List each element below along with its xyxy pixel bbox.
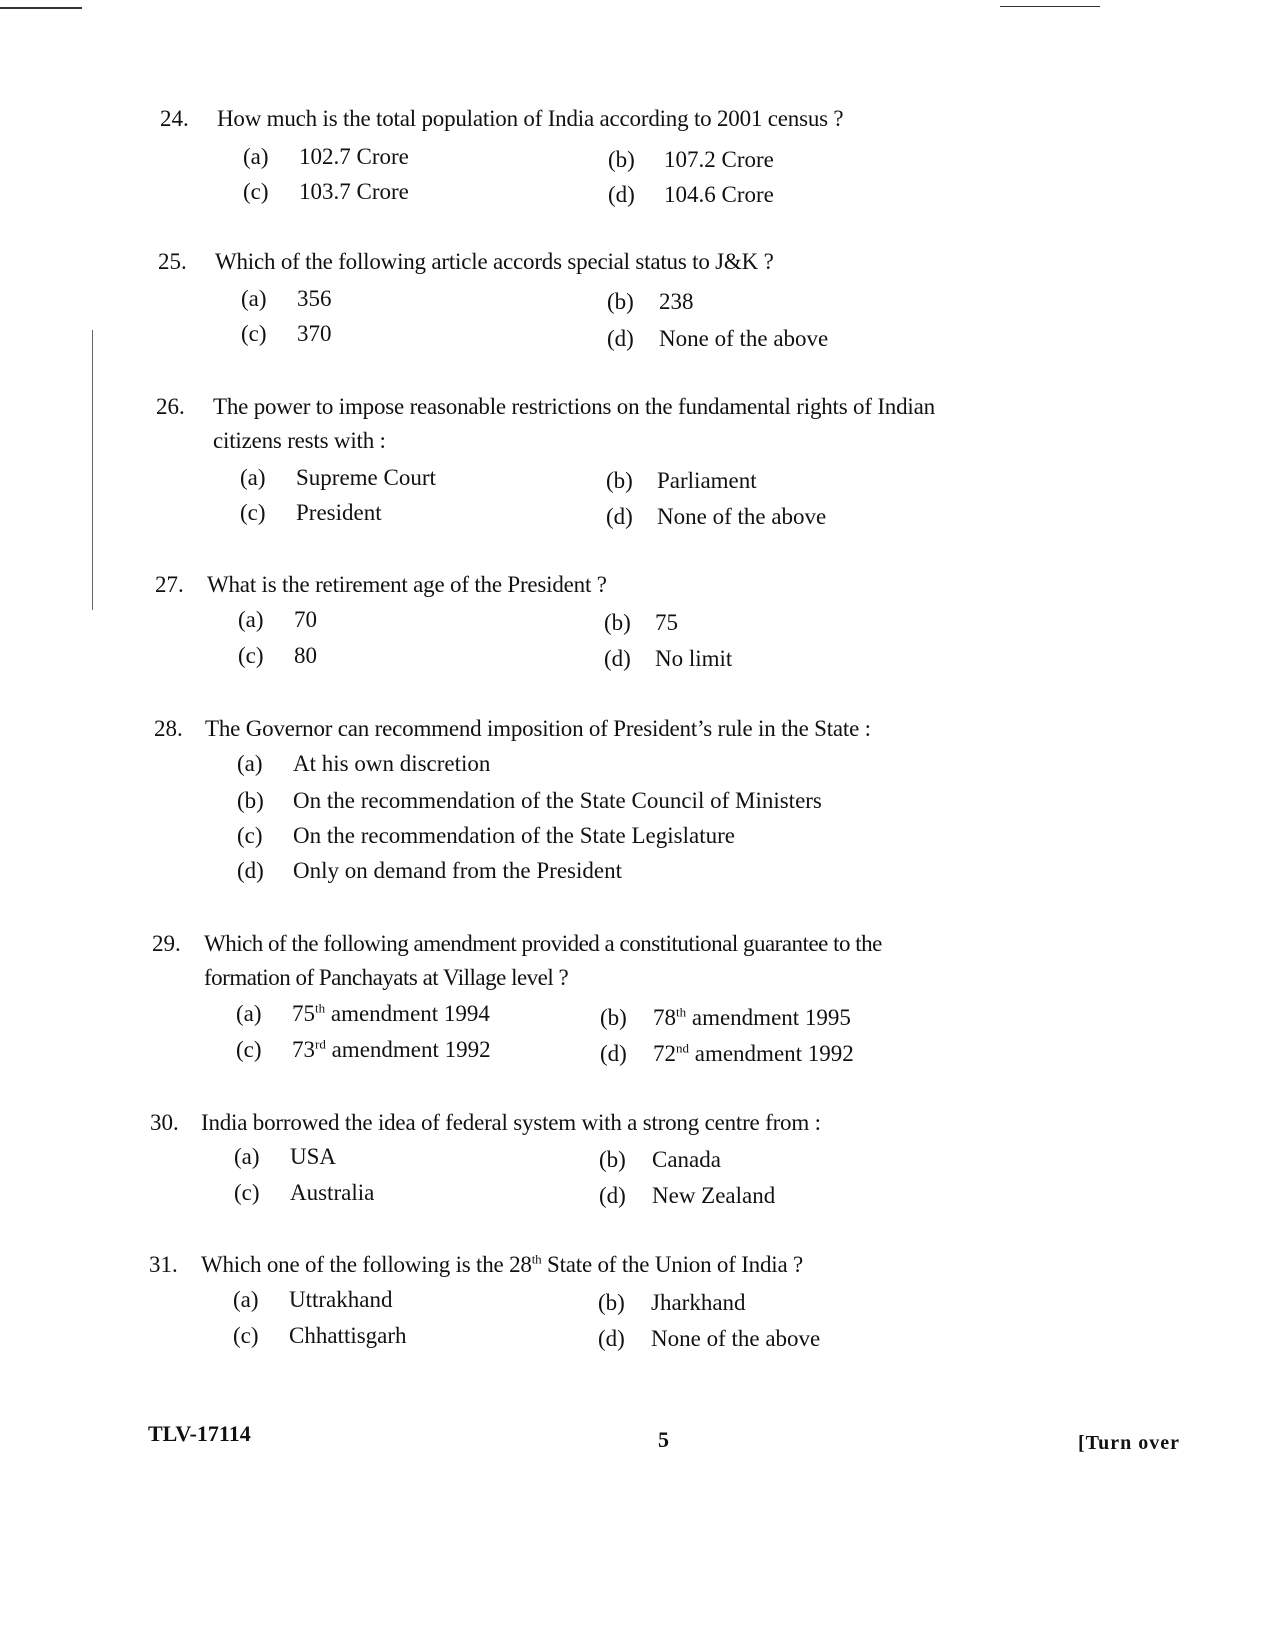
- question-number: 28.: [154, 716, 183, 741]
- option-31-a: [233, 1283, 392, 1317]
- option-text: Chhattisgarh: [289, 1323, 407, 1348]
- option-text: Australia: [290, 1180, 375, 1205]
- option-text: Supreme Court: [296, 465, 436, 490]
- option-text: 70: [294, 607, 317, 632]
- option-31-d: [598, 1322, 820, 1356]
- option-31-c: [233, 1319, 407, 1353]
- question-number: 31.: [149, 1252, 178, 1277]
- option-text-rest: amendment 1992: [325, 1037, 491, 1062]
- option-text-suffix: th: [676, 1004, 687, 1020]
- option-29-a: [236, 997, 490, 1031]
- option-label: (d): [237, 858, 264, 883]
- option-30-d: [599, 1179, 775, 1213]
- option-text-number: 72: [653, 1041, 676, 1066]
- option-26-b: [606, 464, 757, 498]
- option-text: Only on demand from the President: [293, 858, 622, 883]
- option-30-b: [599, 1143, 721, 1177]
- option-label: (c): [238, 643, 264, 668]
- turn-over-label: [Turn over: [1078, 1432, 1181, 1454]
- question-number: 25.: [158, 249, 187, 274]
- option-text-rest: amendment 1992: [689, 1041, 854, 1066]
- option-25-d: [607, 322, 828, 356]
- option-text: None of the above: [659, 326, 829, 351]
- question-text: Which of the following amendment provided a constitutional guarantee to the formation of Panchayats at Village level ?: [204, 931, 882, 990]
- option-24-a: [243, 140, 409, 174]
- question-number: 30.: [150, 1110, 179, 1135]
- option-text-suffix: nd: [676, 1040, 689, 1056]
- option-label: (a): [233, 1287, 259, 1312]
- option-29-c: [236, 1033, 491, 1067]
- question-number: 24.: [160, 106, 189, 131]
- option-text: On the recommendation of the State Legislature: [293, 823, 735, 848]
- option-26-d: [606, 500, 826, 534]
- option-text: 107.2 Crore: [664, 147, 774, 172]
- option-28-a: [237, 747, 490, 781]
- option-text: 370: [297, 321, 332, 346]
- option-label: (c): [237, 823, 263, 848]
- option-label: (c): [234, 1180, 260, 1205]
- option-text: Parliament: [657, 468, 757, 493]
- option-text: 75: [655, 610, 678, 635]
- option-label: (b): [606, 468, 633, 493]
- top-right-rule: [1000, 6, 1100, 7]
- question-text: Which of the following article accords special status to J&K ?: [215, 249, 774, 274]
- option-text: 80: [294, 643, 317, 668]
- option-text-suffix: th: [315, 1000, 326, 1016]
- option-label: (c): [241, 321, 267, 346]
- option-label: (c): [240, 500, 266, 525]
- question-text: What is the retirement age of the President ?: [207, 572, 607, 597]
- option-text: President: [296, 500, 382, 525]
- option-31-b: [598, 1286, 746, 1320]
- option-text: USA: [290, 1144, 337, 1169]
- option-label: (c): [243, 179, 269, 204]
- option-28-d: [237, 854, 622, 888]
- option-label: (a): [236, 1001, 262, 1026]
- option-27-a: [238, 603, 317, 637]
- option-text: Jharkhand: [651, 1290, 746, 1315]
- option-label: (b): [604, 610, 631, 635]
- option-label: (d): [608, 182, 635, 207]
- option-text-rest: amendment 1994: [325, 1001, 490, 1026]
- option-25-a: [241, 282, 332, 316]
- option-26-a: [240, 461, 436, 495]
- option-30-a: [234, 1140, 336, 1174]
- option-text: On the recommendation of the State Council of Ministers: [293, 788, 822, 813]
- question-text-start: Which one of the following is the 28: [201, 1252, 532, 1277]
- option-27-c: [238, 639, 317, 673]
- option-30-c: [234, 1176, 374, 1210]
- option-25-c: [241, 317, 332, 351]
- option-24-c: [243, 175, 409, 209]
- question-text: [201, 1248, 961, 1282]
- option-24-b: [608, 143, 774, 177]
- option-label: (b): [598, 1290, 625, 1315]
- option-label: (b): [608, 147, 635, 172]
- option-text: None of the above: [651, 1326, 821, 1351]
- question-text: India borrowed the idea of federal system with a strong centre from :: [201, 1110, 821, 1135]
- question-number: 27.: [155, 572, 184, 597]
- question-text: How much is the total population of India according to 2001 census ?: [217, 106, 844, 131]
- option-label: (c): [236, 1037, 262, 1062]
- question-text-suffix: th: [531, 1251, 542, 1267]
- option-label: (b): [600, 1005, 627, 1030]
- option-27-b: [604, 606, 678, 640]
- option-27-d: [604, 642, 732, 676]
- option-label: (a): [241, 286, 267, 311]
- question-number: 26.: [156, 394, 185, 419]
- page-number: 5: [658, 1427, 669, 1452]
- option-text-number: 75: [292, 1001, 315, 1026]
- option-label: (d): [600, 1041, 627, 1066]
- option-label: (b): [607, 289, 634, 314]
- option-28-c: [237, 819, 735, 853]
- option-label: (d): [604, 646, 631, 671]
- option-text: 356: [297, 286, 332, 311]
- option-24-d: [608, 178, 774, 212]
- option-text-rest: amendment 1995: [686, 1005, 851, 1030]
- paper-code: TLV-17114: [148, 1421, 251, 1446]
- option-text-number: 78: [653, 1005, 676, 1030]
- option-text: None of the above: [657, 504, 827, 529]
- question-number: 29.: [152, 931, 181, 956]
- option-text: Uttrakhand: [289, 1287, 393, 1312]
- option-text: At his own discretion: [293, 751, 491, 776]
- option-label: (c): [233, 1323, 259, 1348]
- question-text: The power to impose reasonable restrictions on the fundamental rights of Indian citizens rests with :: [213, 394, 935, 453]
- option-label: (b): [237, 788, 264, 813]
- option-29-b: [600, 1001, 851, 1035]
- option-text: 104.6 Crore: [664, 182, 774, 207]
- option-label: (a): [243, 144, 269, 169]
- option-28-b: [237, 784, 822, 818]
- option-text: 102.7 Crore: [299, 144, 409, 169]
- option-29-d: [600, 1037, 854, 1071]
- option-text: 103.7 Crore: [299, 179, 409, 204]
- option-label: (a): [237, 751, 263, 776]
- option-text-suffix: rd: [315, 1036, 326, 1052]
- top-left-rule: [0, 7, 82, 9]
- margin-line: [92, 330, 93, 610]
- option-label: (d): [606, 504, 633, 529]
- option-26-c: [240, 496, 382, 530]
- question-text-end: State of the Union of India ?: [541, 1252, 804, 1277]
- option-label: (d): [598, 1326, 625, 1351]
- option-label: (d): [599, 1183, 626, 1208]
- option-text: New Zealand: [652, 1183, 776, 1208]
- option-label: (a): [240, 465, 266, 490]
- option-text-number: 73: [292, 1037, 315, 1062]
- option-label: (d): [607, 326, 634, 351]
- option-text: No limit: [655, 646, 733, 671]
- option-text: Canada: [652, 1147, 721, 1172]
- option-25-b: [607, 285, 694, 319]
- option-label: (a): [238, 607, 264, 632]
- option-text: 238: [659, 289, 694, 314]
- option-label: (b): [599, 1147, 626, 1172]
- question-text: The Governor can recommend imposition of President’s rule in the State :: [205, 716, 871, 741]
- option-label: (a): [234, 1144, 260, 1169]
